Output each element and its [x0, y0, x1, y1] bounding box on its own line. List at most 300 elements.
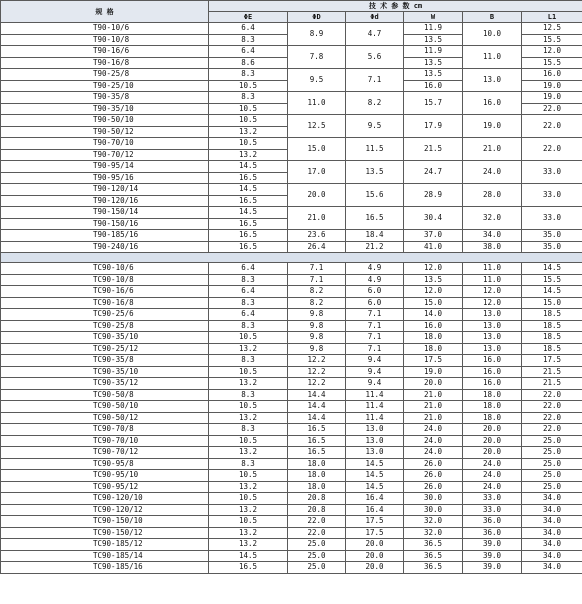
table-cell: 16.4 [346, 493, 404, 505]
table-cell: 24.0 [463, 161, 522, 184]
table-cell: 32.0 [404, 516, 463, 528]
table-cell: 8.6 [209, 57, 288, 69]
table-cell: 6.4 [209, 46, 288, 58]
table-cell: 10.5 [209, 103, 288, 115]
table-cell: 21.0 [404, 412, 463, 424]
table-cell: 7.1 [346, 69, 404, 92]
table-row [1, 435, 582, 447]
table-cell: 10.5 [209, 366, 288, 378]
table-cell: 30.0 [404, 504, 463, 516]
table-cell: 34.0 [463, 230, 522, 242]
table-cell: 25.0 [522, 435, 582, 447]
table-cell: 12.5 [522, 23, 582, 35]
table-cell: 16.5 [288, 424, 346, 436]
table-cell: 8.3 [209, 320, 288, 332]
table-cell: 11.4 [346, 412, 404, 424]
table-cell: 21.5 [522, 378, 582, 390]
table-cell: 13.5 [404, 34, 463, 46]
col-header-E: ΦE [209, 12, 288, 23]
table-cell: 13.5 [404, 57, 463, 69]
table-cell: 16.4 [346, 504, 404, 516]
table-cell: 24.0 [404, 447, 463, 459]
table-cell: 36.5 [404, 562, 463, 574]
table-cell: 33.0 [522, 161, 582, 184]
table-cell: 16.5 [209, 172, 288, 184]
table-cell: TC90-10/6 [1, 263, 209, 275]
table-cell: TC90-150/12 [1, 527, 209, 539]
table-cell: 19.0 [522, 92, 582, 104]
table-cell: 20.0 [463, 435, 522, 447]
table-cell: 33.0 [522, 184, 582, 207]
table-cell: 16.0 [463, 378, 522, 390]
table-row [1, 504, 582, 516]
table-cell: 35.0 [522, 230, 582, 242]
table-cell: 20.8 [288, 493, 346, 505]
table-cell: TC90-25/8 [1, 320, 209, 332]
table-cell: T90-70/12 [1, 149, 209, 161]
table-cell: 35.0 [522, 241, 582, 253]
table-cell: 11.9 [404, 23, 463, 35]
table-cell: 14.5 [346, 470, 404, 482]
table-cell: TC90-120/12 [1, 504, 209, 516]
table-cell: 9.8 [288, 309, 346, 321]
table-row [1, 389, 582, 401]
table-cell: 14.4 [288, 389, 346, 401]
table-cell: TC90-50/12 [1, 412, 209, 424]
table-cell: 20.8 [288, 504, 346, 516]
table-cell: 10.5 [209, 80, 288, 92]
table-cell: 19.0 [463, 115, 522, 138]
table-cell: 36.5 [404, 550, 463, 562]
table-cell: 39.0 [463, 550, 522, 562]
table-row [1, 481, 582, 493]
table-cell: 18.0 [404, 332, 463, 344]
table-cell: 21.0 [463, 138, 522, 161]
table-cell: 12.0 [404, 286, 463, 298]
table-cell: 13.2 [209, 126, 288, 138]
table-cell: 8.3 [209, 355, 288, 367]
table-cell: 10.5 [209, 470, 288, 482]
table-cell: 18.0 [463, 412, 522, 424]
table-cell: 14.5 [346, 458, 404, 470]
table-cell: 14.4 [288, 401, 346, 413]
table-cell: 18.0 [288, 481, 346, 493]
table-row [1, 366, 582, 378]
table-cell: T90-185/16 [1, 230, 209, 242]
table-cell: 7.1 [346, 309, 404, 321]
table-cell: 13.0 [346, 447, 404, 459]
table-cell: 16.5 [209, 218, 288, 230]
table-row [1, 527, 582, 539]
table-cell: 12.0 [404, 263, 463, 275]
table-cell: 13.2 [209, 504, 288, 516]
table-cell: 16.0 [404, 320, 463, 332]
table-cell: 17.5 [346, 516, 404, 528]
table-cell: 6.4 [209, 263, 288, 275]
table-cell: 7.1 [288, 274, 346, 286]
table-cell: 13.2 [209, 539, 288, 551]
col-header-B: B [463, 12, 522, 23]
table-row [1, 207, 582, 219]
table-cell: 9.4 [346, 378, 404, 390]
table-cell: 25.0 [288, 550, 346, 562]
table-cell: TC90-70/12 [1, 447, 209, 459]
table-cell: 24.0 [404, 435, 463, 447]
table-cell: 4.7 [346, 23, 404, 46]
table-cell: 15.0 [288, 138, 346, 161]
spec-header: 规 格 [1, 1, 209, 23]
table-cell: 20.0 [463, 447, 522, 459]
table-cell: 23.6 [288, 230, 346, 242]
table-cell: 18.5 [522, 332, 582, 344]
table-cell: 26.0 [404, 481, 463, 493]
table-cell: 25.0 [522, 458, 582, 470]
table-cell: 4.9 [346, 274, 404, 286]
table-cell: 8.3 [209, 69, 288, 81]
table-cell: 13.5 [404, 69, 463, 81]
table-cell: 22.0 [522, 115, 582, 138]
table-cell: 8.3 [209, 297, 288, 309]
table-cell: TC90-25/6 [1, 309, 209, 321]
table-cell: 14.5 [209, 161, 288, 173]
table-cell: 24.0 [463, 481, 522, 493]
col-header-d: Φd [346, 12, 404, 23]
table-cell: T90-95/14 [1, 161, 209, 173]
table-cell: TC90-95/10 [1, 470, 209, 482]
table-cell: 28.0 [463, 184, 522, 207]
table-cell: 13.0 [463, 332, 522, 344]
table-cell: 36.0 [463, 516, 522, 528]
table-cell: T90-95/16 [1, 172, 209, 184]
divider-cell [1, 253, 582, 263]
table-cell: 14.0 [404, 309, 463, 321]
table-cell: 13.2 [209, 378, 288, 390]
table-row [1, 355, 582, 367]
table-cell: 34.0 [522, 539, 582, 551]
table-cell: 9.5 [346, 115, 404, 138]
table-cell: TC90-16/8 [1, 297, 209, 309]
table-cell: 6.4 [209, 309, 288, 321]
section-divider [1, 253, 582, 263]
table-cell: 19.0 [522, 80, 582, 92]
table-cell: 12.2 [288, 366, 346, 378]
table-row [1, 46, 582, 58]
table-row [1, 115, 582, 127]
table-cell: 13.2 [209, 412, 288, 424]
table-cell: 10.5 [209, 401, 288, 413]
table-cell: 34.0 [522, 527, 582, 539]
table-cell: 13.0 [463, 309, 522, 321]
table-cell: 16.0 [522, 69, 582, 81]
table-cell: 21.5 [404, 138, 463, 161]
table-row [1, 550, 582, 562]
col-header-D: ΦD [288, 12, 346, 23]
table-cell: 38.0 [463, 241, 522, 253]
table-cell: 13.0 [346, 424, 404, 436]
table-row [1, 263, 582, 275]
table-cell: 21.2 [346, 241, 404, 253]
table-cell: 22.0 [522, 103, 582, 115]
table-cell: 24.0 [404, 424, 463, 436]
table-cell: 17.5 [404, 355, 463, 367]
table-cell: T90-150/14 [1, 207, 209, 219]
table-cell: 8.2 [288, 286, 346, 298]
table-cell: 26.0 [404, 458, 463, 470]
table-cell: 13.2 [209, 343, 288, 355]
table-cell: TC90-120/10 [1, 493, 209, 505]
table-cell: 26.4 [288, 241, 346, 253]
table-cell: 17.0 [288, 161, 346, 184]
table-row [1, 332, 582, 344]
tech-params-header: 技 术 参 数 cm [209, 1, 582, 12]
table-cell: 10.5 [209, 115, 288, 127]
table-cell: TC90-10/8 [1, 274, 209, 286]
table-cell: 18.0 [463, 389, 522, 401]
table-cell: T90-16/6 [1, 46, 209, 58]
table-cell: 6.0 [346, 286, 404, 298]
table-cell: 28.9 [404, 184, 463, 207]
table-cell: 16.5 [209, 241, 288, 253]
table-cell: 14.5 [209, 550, 288, 562]
table-cell: 8.2 [288, 297, 346, 309]
table-cell: 25.0 [522, 447, 582, 459]
table-cell: 24.0 [463, 470, 522, 482]
table-cell: 34.0 [522, 493, 582, 505]
table-cell: TC90-50/8 [1, 389, 209, 401]
table-cell: 16.5 [288, 447, 346, 459]
table-cell: 16.0 [404, 80, 463, 92]
table-row [1, 401, 582, 413]
table-cell: TC90-35/8 [1, 355, 209, 367]
table-cell: 30.4 [404, 207, 463, 230]
table-cell: 8.9 [288, 23, 346, 46]
table-cell: 25.0 [288, 539, 346, 551]
table-cell: 8.3 [209, 424, 288, 436]
table-row [1, 378, 582, 390]
table-cell: 22.0 [288, 527, 346, 539]
table-cell: 15.6 [346, 184, 404, 207]
table-cell: TC90-70/10 [1, 435, 209, 447]
col-header-W: W [404, 12, 463, 23]
table-cell: T90-50/10 [1, 115, 209, 127]
table-cell: 24.0 [463, 458, 522, 470]
table-cell: 8.3 [209, 389, 288, 401]
table-cell: TC90-50/10 [1, 401, 209, 413]
table-cell: 13.5 [346, 161, 404, 184]
table-cell: 15.7 [404, 92, 463, 115]
table-cell: 11.0 [463, 46, 522, 69]
table-cell: 10.5 [209, 435, 288, 447]
table-cell: 16.0 [463, 355, 522, 367]
table-cell: 18.0 [288, 458, 346, 470]
table-cell: 34.0 [522, 550, 582, 562]
table-cell: TC90-185/12 [1, 539, 209, 551]
table-cell: 36.0 [463, 527, 522, 539]
table-cell: 33.0 [463, 493, 522, 505]
table-cell: 11.4 [346, 401, 404, 413]
table-cell: 25.0 [522, 481, 582, 493]
table-cell: 13.0 [346, 435, 404, 447]
table-cell: 41.0 [404, 241, 463, 253]
table-cell: 15.5 [522, 34, 582, 46]
table-cell: 39.0 [463, 562, 522, 574]
table-cell: 33.0 [463, 504, 522, 516]
table-cell: T90-120/16 [1, 195, 209, 207]
table-cell: 8.3 [209, 458, 288, 470]
table-cell: 20.0 [346, 550, 404, 562]
table-row [1, 458, 582, 470]
table-cell: 13.0 [463, 69, 522, 92]
table-cell: 33.0 [522, 207, 582, 230]
table-cell: 16.5 [346, 207, 404, 230]
table-cell: 15.0 [404, 297, 463, 309]
table-cell: 34.0 [522, 516, 582, 528]
table-cell: T90-16/8 [1, 57, 209, 69]
table-cell: 18.5 [522, 309, 582, 321]
table-row [1, 516, 582, 528]
table-cell: 18.5 [522, 343, 582, 355]
table-cell: 36.5 [404, 539, 463, 551]
table-row [1, 286, 582, 298]
table-cell: 13.2 [209, 447, 288, 459]
table-cell: 16.5 [288, 435, 346, 447]
table-cell: 16.5 [209, 562, 288, 574]
table-row [1, 309, 582, 321]
table-cell: 14.5 [522, 263, 582, 275]
table-cell: 12.0 [463, 297, 522, 309]
table-cell: 32.0 [463, 207, 522, 230]
table-row [1, 69, 582, 81]
table-row [1, 447, 582, 459]
table-row [1, 297, 582, 309]
table-cell: 15.5 [522, 274, 582, 286]
table-cell: 15.5 [522, 57, 582, 69]
table-row [1, 539, 582, 551]
table-cell: TC90-185/16 [1, 562, 209, 574]
table-cell: T90-120/14 [1, 184, 209, 196]
table-cell: 8.3 [209, 274, 288, 286]
table-row [1, 493, 582, 505]
table-cell: 18.5 [522, 320, 582, 332]
table-cell: 15.0 [522, 297, 582, 309]
table-row [1, 274, 582, 286]
table-cell: 10.5 [209, 516, 288, 528]
table-cell: T90-150/16 [1, 218, 209, 230]
table-cell: 9.8 [288, 320, 346, 332]
table-row [1, 161, 582, 173]
table-cell: 18.0 [463, 401, 522, 413]
table-cell: 21.0 [404, 401, 463, 413]
table-row [1, 138, 582, 150]
table-cell: 18.0 [404, 343, 463, 355]
table-row [1, 241, 582, 253]
table-cell: 22.0 [522, 401, 582, 413]
table-row [1, 320, 582, 332]
table-cell: 16.0 [463, 366, 522, 378]
header-row [1, 1, 582, 12]
table-cell: 20.0 [463, 424, 522, 436]
table-cell: TC90-25/12 [1, 343, 209, 355]
table-cell: TC90-35/12 [1, 378, 209, 390]
table-cell: 14.5 [522, 286, 582, 298]
table-cell: TC90-35/10 [1, 332, 209, 344]
table-cell: 18.0 [288, 470, 346, 482]
table-cell: 17.5 [346, 527, 404, 539]
table-cell: 13.0 [463, 343, 522, 355]
table-cell: 7.1 [346, 320, 404, 332]
table-cell: 11.5 [346, 138, 404, 161]
table-row [1, 92, 582, 104]
table-cell: 6.4 [209, 286, 288, 298]
table-cell: 16.0 [463, 92, 522, 115]
table-cell: T90-240/16 [1, 241, 209, 253]
table-cell: T90-25/10 [1, 80, 209, 92]
table-cell: 25.0 [522, 470, 582, 482]
table-cell: T90-50/12 [1, 126, 209, 138]
table-cell: 4.9 [346, 263, 404, 275]
table-cell: T90-10/6 [1, 23, 209, 35]
table-cell: 9.5 [288, 69, 346, 92]
table-cell: 11.0 [463, 263, 522, 275]
table-cell: 32.0 [404, 527, 463, 539]
table-cell: TC90-35/10 [1, 366, 209, 378]
table-cell: 37.0 [404, 230, 463, 242]
table-cell: 21.0 [404, 389, 463, 401]
table-cell: 12.0 [522, 46, 582, 58]
table-cell: 8.3 [209, 92, 288, 104]
table-cell: 20.0 [288, 184, 346, 207]
table-cell: 13.2 [209, 481, 288, 493]
table-cell: 10.0 [463, 23, 522, 46]
table-cell: 11.4 [346, 389, 404, 401]
table-row [1, 470, 582, 482]
table-cell: 13.2 [209, 527, 288, 539]
table-cell: 7.1 [346, 332, 404, 344]
table-row [1, 23, 582, 35]
table-cell: 21.0 [288, 207, 346, 230]
table-cell: 12.0 [463, 286, 522, 298]
table-cell: T90-70/10 [1, 138, 209, 150]
table-cell: 14.5 [346, 481, 404, 493]
table-cell: 10.5 [209, 493, 288, 505]
table-cell: 14.5 [209, 184, 288, 196]
table-cell: 11.0 [288, 92, 346, 115]
table-cell: T90-35/8 [1, 92, 209, 104]
table-cell: 18.4 [346, 230, 404, 242]
table-cell: T90-35/10 [1, 103, 209, 115]
table-cell: TC90-95/12 [1, 481, 209, 493]
table-cell: T90-10/8 [1, 34, 209, 46]
table-cell: T90-25/8 [1, 69, 209, 81]
col-header-L1: L1 [522, 12, 582, 23]
table-cell: 13.0 [463, 320, 522, 332]
table-cell: 9.4 [346, 366, 404, 378]
table-cell: 20.0 [404, 378, 463, 390]
table-cell: 12.2 [288, 355, 346, 367]
table-cell: 6.4 [209, 23, 288, 35]
table-cell: 8.3 [209, 34, 288, 46]
table-cell: 7.1 [346, 343, 404, 355]
table-cell: 10.5 [209, 138, 288, 150]
table-row [1, 343, 582, 355]
table-cell: 39.0 [463, 539, 522, 551]
table-cell: 6.0 [346, 297, 404, 309]
table-row [1, 230, 582, 242]
table-cell: 16.5 [209, 195, 288, 207]
table-cell: TC90-150/10 [1, 516, 209, 528]
table-cell: 21.5 [522, 366, 582, 378]
table-cell: 22.0 [522, 389, 582, 401]
